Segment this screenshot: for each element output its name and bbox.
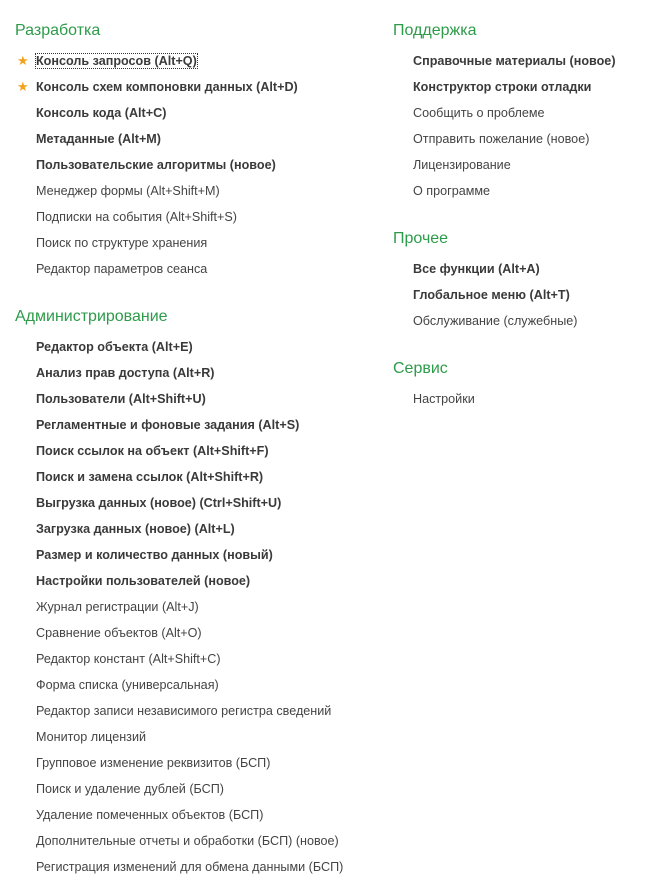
menu-link-label: Групповое изменение реквизитов (БСП)	[36, 756, 271, 770]
menu-link-label: Поиск и замена ссылок (Alt+Shift+R)	[36, 470, 264, 484]
menu-link-label: Менеджер формы (Alt+Shift+M)	[36, 184, 220, 198]
menu-link-отправить-пожелание[interactable]	[413, 129, 589, 149]
menu-link-групповое-изменение-реквизитов[interactable]	[36, 753, 270, 773]
menu-link-размер-и-количество-данных[interactable]	[36, 545, 273, 565]
menu-link-label: Регистрация изменений для обмена данными (БСП)	[36, 860, 344, 874]
menu-link-label: Удаление помеченных объектов (БСП)	[36, 808, 264, 822]
menu-link-анализ-прав-доступа[interactable]	[36, 363, 215, 383]
menu-link-label: Загрузка данных (новое) (Alt+L)	[36, 522, 235, 536]
menu-link-все-функции[interactable]	[413, 259, 540, 279]
favorite-star-icon[interactable]: ★	[17, 79, 29, 94]
menu-link-регистрация-изменений-для-обмена-данными[interactable]	[36, 857, 343, 877]
menu-link-форма-списка[interactable]	[36, 675, 219, 695]
menu-link-справочные-материалы[interactable]	[413, 51, 616, 71]
menu-link-label: Пользователи (Alt+Shift+U)	[36, 392, 206, 406]
menu-link-label: Настройки	[413, 392, 475, 406]
menu-link-label: Консоль запросов (Alt+Q)	[36, 54, 197, 68]
section-title: Поддержка	[393, 22, 477, 39]
menu-link-label: Метаданные (Alt+M)	[36, 132, 161, 146]
menu-link-обслуживание[interactable]	[413, 311, 577, 331]
menu-link-консоль-схем-компоновки-данных[interactable]	[36, 77, 298, 97]
menu-link-label: Монитор лицензий	[36, 730, 147, 744]
menu-link-label: Лицензирование	[413, 158, 511, 172]
menu-link-поиск-по-структуре-хранения[interactable]	[36, 233, 207, 253]
menu-link-label: Подписки на события (Alt+Shift+S)	[36, 210, 238, 224]
menu-link-label: Обслуживание (служебные)	[413, 314, 578, 328]
menu-link-редактор-параметров-сеанса[interactable]	[36, 259, 207, 279]
menu-link-label: Поиск и удаление дублей (БСП)	[36, 782, 224, 796]
menu-link-дополнительные-отчеты-и-обработки[interactable]	[36, 831, 339, 851]
menu-link-label: Редактор констант (Alt+Shift+C)	[36, 652, 221, 666]
menu-link-label: Форма списка (универсальная)	[36, 678, 219, 692]
menu-link-label: Глобальное меню (Alt+T)	[413, 288, 570, 302]
menu-link-label: Поиск ссылок на объект (Alt+Shift+F)	[36, 444, 269, 458]
menu-link-лицензирование[interactable]	[413, 155, 511, 175]
menu-link-поиск-ссылок-на-объект[interactable]	[36, 441, 269, 461]
menu-link-label: Поиск по структуре хранения	[36, 236, 208, 250]
menu-link-label: Все функции (Alt+A)	[413, 262, 540, 276]
menu-link-label: Редактор записи независимого регистра сведений	[36, 704, 332, 718]
menu-link-удаление-помеченных-объектов[interactable]	[36, 805, 263, 825]
menu-link-label: Размер и количество данных (новый)	[36, 548, 273, 562]
menu-link-конструктор-строки-отладки[interactable]	[413, 77, 591, 97]
menu-link-label: Журнал регистрации (Alt+J)	[36, 600, 199, 614]
menu-link-редактор-записи-независимого-регистра-сведений[interactable]	[36, 701, 331, 721]
menu-link-редактор-констант[interactable]	[36, 649, 221, 669]
menu-link-загрузка-данных[interactable]	[36, 519, 235, 539]
menu-link-сообщить-о-проблеме[interactable]	[413, 103, 545, 123]
menu-link-подписки-на-события[interactable]	[36, 207, 237, 227]
menu-link-редактор-объекта[interactable]	[36, 337, 193, 357]
menu-link-настройки-пользователей[interactable]	[36, 571, 250, 591]
menu-link-label: Консоль кода (Alt+C)	[36, 106, 167, 120]
menu-link-консоль-кода[interactable]	[36, 103, 166, 123]
menu-link-настройки[interactable]	[413, 389, 475, 409]
menu-link-глобальное-меню[interactable]	[413, 285, 570, 305]
menu-link-label: Регламентные и фоновые задания (Alt+S)	[36, 418, 300, 432]
menu-link-label: Конструктор строки отладки	[413, 80, 592, 94]
menu-link-поиск-и-удаление-дублей[interactable]	[36, 779, 224, 799]
menu-link-метаданные[interactable]	[36, 129, 161, 149]
menu-link-label: Редактор параметров сеанса	[36, 262, 208, 276]
menu-link-label: Отправить пожелание (новое)	[413, 132, 590, 146]
menu-link-выгрузка-данных[interactable]	[36, 493, 281, 513]
menu-link-label: О программе	[413, 184, 491, 198]
section-title: Разработка	[15, 22, 101, 39]
menu-link-менеджер-формы[interactable]	[36, 181, 220, 201]
menu-link-label: Дополнительные отчеты и обработки (БСП) (новое)	[36, 834, 339, 848]
menu-link-регламентные-и-фоновые-задания[interactable]	[36, 415, 299, 435]
menu-link-журнал-регистрации[interactable]	[36, 597, 199, 617]
menu-link-label: Консоль схем компоновки данных (Alt+D)	[36, 80, 298, 94]
menu-link-label: Настройки пользователей (новое)	[36, 574, 251, 588]
menu-link-монитор-лицензий[interactable]	[36, 727, 146, 747]
menu-link-label: Сообщить о проблеме	[413, 106, 545, 120]
menu-link-label: Сравнение объектов (Alt+O)	[36, 626, 202, 640]
menu-link-пользователи[interactable]	[36, 389, 206, 409]
menu-link-label: Редактор объекта (Alt+E)	[36, 340, 193, 354]
section-title: Администрирование	[15, 308, 168, 325]
menu-link-label: Справочные материалы (новое)	[413, 54, 616, 68]
menu-link-пользовательские-алгоритмы[interactable]	[36, 155, 276, 175]
section-title: Прочее	[393, 230, 449, 247]
menu-link-консоль-запросов[interactable]	[36, 51, 197, 71]
favorite-star-icon[interactable]: ★	[17, 53, 29, 68]
section-title: Сервис	[393, 360, 448, 377]
menu-link-label: Пользовательские алгоритмы (новое)	[36, 158, 276, 172]
menu-link-label: Выгрузка данных (новое) (Ctrl+Shift+U)	[36, 496, 282, 510]
menu-link-сравнение-объектов[interactable]	[36, 623, 202, 643]
menu-link-о-программе[interactable]	[413, 181, 490, 201]
menu-link-поиск-и-замена-ссылок[interactable]	[36, 467, 263, 487]
menu-link-label: Анализ прав доступа (Alt+R)	[36, 366, 215, 380]
